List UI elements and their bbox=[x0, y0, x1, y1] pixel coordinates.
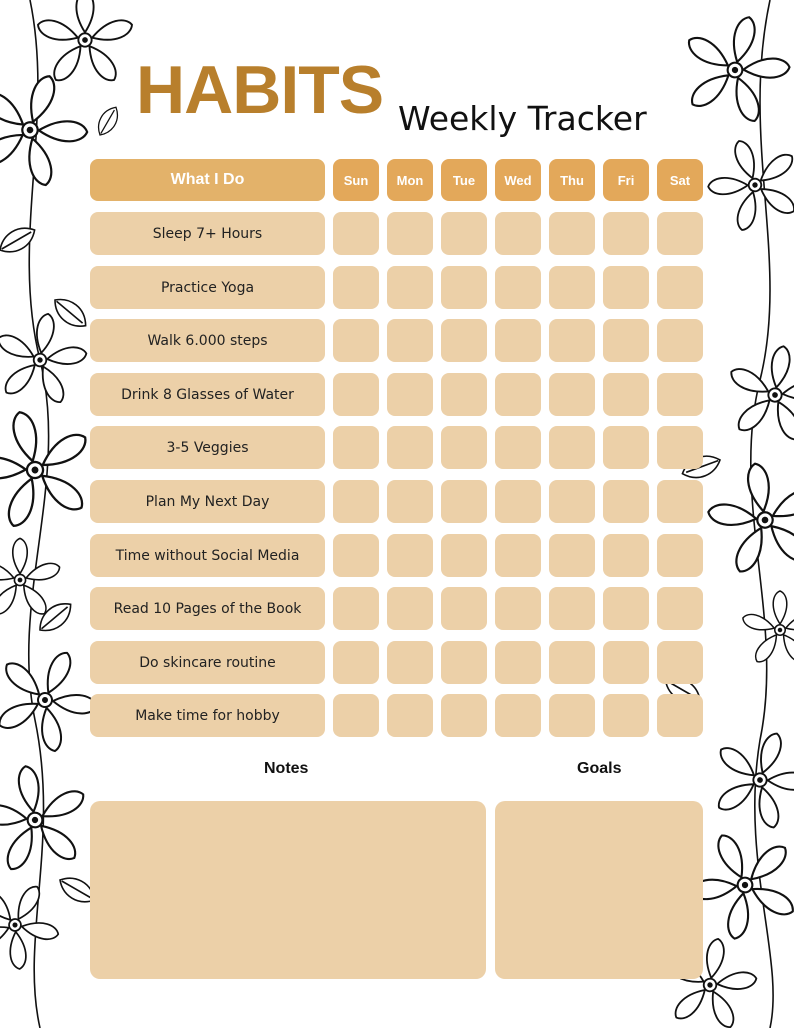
check-cell-sun[interactable] bbox=[333, 373, 379, 416]
check-cell-sun[interactable] bbox=[333, 266, 379, 309]
check-cell-sun[interactable] bbox=[333, 694, 379, 737]
check-cell-sun[interactable] bbox=[333, 641, 379, 684]
check-cell-wed[interactable] bbox=[495, 426, 541, 469]
check-cell-sat[interactable] bbox=[657, 426, 703, 469]
check-cell-sun[interactable] bbox=[333, 534, 379, 577]
goals-area[interactable] bbox=[495, 801, 703, 979]
check-cell-sat[interactable] bbox=[657, 212, 703, 255]
check-cell-thu[interactable] bbox=[549, 319, 595, 362]
day-header-mon: Mon bbox=[387, 159, 433, 201]
notes-area[interactable] bbox=[90, 801, 486, 979]
check-cell-fri[interactable] bbox=[603, 694, 649, 737]
goals-label: Goals bbox=[577, 760, 622, 777]
check-cell-sat[interactable] bbox=[657, 319, 703, 362]
check-cell-wed[interactable] bbox=[495, 480, 541, 523]
check-cell-mon[interactable] bbox=[387, 534, 433, 577]
check-cell-tue[interactable] bbox=[441, 266, 487, 309]
habit-label: Sleep 7+ Hours bbox=[90, 212, 325, 255]
check-cell-sat[interactable] bbox=[657, 534, 703, 577]
day-header-sun: Sun bbox=[333, 159, 379, 201]
habit-label: Make time for hobby bbox=[90, 694, 325, 737]
check-cell-sat[interactable] bbox=[657, 587, 703, 630]
check-cell-sat[interactable] bbox=[657, 694, 703, 737]
habit-label: Do skincare routine bbox=[90, 641, 325, 684]
day-header-tue: Tue bbox=[441, 159, 487, 201]
check-cell-tue[interactable] bbox=[441, 480, 487, 523]
check-cell-fri[interactable] bbox=[603, 534, 649, 577]
check-cell-sun[interactable] bbox=[333, 212, 379, 255]
day-header-thu: Thu bbox=[549, 159, 595, 201]
check-cell-sat[interactable] bbox=[657, 266, 703, 309]
check-cell-thu[interactable] bbox=[549, 694, 595, 737]
notes-label: Notes bbox=[264, 760, 309, 777]
check-cell-fri[interactable] bbox=[603, 373, 649, 416]
check-cell-tue[interactable] bbox=[441, 373, 487, 416]
check-cell-tue[interactable] bbox=[441, 641, 487, 684]
check-cell-thu[interactable] bbox=[549, 641, 595, 684]
check-cell-wed[interactable] bbox=[495, 587, 541, 630]
check-cell-fri[interactable] bbox=[603, 641, 649, 684]
check-cell-thu[interactable] bbox=[549, 266, 595, 309]
check-cell-sat[interactable] bbox=[657, 373, 703, 416]
habit-label: Drink 8 Glasses of Water bbox=[90, 373, 325, 416]
check-cell-fri[interactable] bbox=[603, 587, 649, 630]
check-cell-tue[interactable] bbox=[441, 694, 487, 737]
check-cell-wed[interactable] bbox=[495, 212, 541, 255]
check-cell-thu[interactable] bbox=[549, 534, 595, 577]
check-cell-thu[interactable] bbox=[549, 212, 595, 255]
check-cell-sat[interactable] bbox=[657, 641, 703, 684]
check-cell-wed[interactable] bbox=[495, 266, 541, 309]
check-cell-tue[interactable] bbox=[441, 587, 487, 630]
check-cell-sun[interactable] bbox=[333, 587, 379, 630]
check-cell-fri[interactable] bbox=[603, 426, 649, 469]
what-i-do-header: What I Do bbox=[90, 159, 325, 201]
check-cell-thu[interactable] bbox=[549, 480, 595, 523]
check-cell-fri[interactable] bbox=[603, 319, 649, 362]
day-header-sat: Sat bbox=[657, 159, 703, 201]
check-cell-wed[interactable] bbox=[495, 534, 541, 577]
check-cell-mon[interactable] bbox=[387, 426, 433, 469]
habit-label: Read 10 Pages of the Book bbox=[90, 587, 325, 630]
page-title: HABITS bbox=[136, 52, 384, 128]
check-cell-sun[interactable] bbox=[333, 319, 379, 362]
check-cell-wed[interactable] bbox=[495, 641, 541, 684]
check-cell-fri[interactable] bbox=[603, 212, 649, 255]
page-subtitle: Weekly Tracker bbox=[398, 99, 647, 138]
check-cell-mon[interactable] bbox=[387, 373, 433, 416]
day-header-fri: Fri bbox=[603, 159, 649, 201]
check-cell-mon[interactable] bbox=[387, 480, 433, 523]
check-cell-fri[interactable] bbox=[603, 266, 649, 309]
check-cell-thu[interactable] bbox=[549, 373, 595, 416]
day-header-wed: Wed bbox=[495, 159, 541, 201]
check-cell-thu[interactable] bbox=[549, 587, 595, 630]
check-cell-tue[interactable] bbox=[441, 319, 487, 362]
check-cell-mon[interactable] bbox=[387, 266, 433, 309]
check-cell-mon[interactable] bbox=[387, 694, 433, 737]
check-cell-mon[interactable] bbox=[387, 212, 433, 255]
check-cell-sat[interactable] bbox=[657, 480, 703, 523]
check-cell-mon[interactable] bbox=[387, 587, 433, 630]
check-cell-tue[interactable] bbox=[441, 534, 487, 577]
habit-label: Time without Social Media bbox=[90, 534, 325, 577]
check-cell-wed[interactable] bbox=[495, 319, 541, 362]
check-cell-sun[interactable] bbox=[333, 426, 379, 469]
check-cell-tue[interactable] bbox=[441, 212, 487, 255]
check-cell-mon[interactable] bbox=[387, 641, 433, 684]
habit-label: 3-5 Veggies bbox=[90, 426, 325, 469]
check-cell-wed[interactable] bbox=[495, 373, 541, 416]
check-cell-mon[interactable] bbox=[387, 319, 433, 362]
check-cell-fri[interactable] bbox=[603, 480, 649, 523]
check-cell-tue[interactable] bbox=[441, 426, 487, 469]
check-cell-thu[interactable] bbox=[549, 426, 595, 469]
habit-label: Plan My Next Day bbox=[90, 480, 325, 523]
habit-label: Practice Yoga bbox=[90, 266, 325, 309]
check-cell-wed[interactable] bbox=[495, 694, 541, 737]
habit-label: Walk 6.000 steps bbox=[90, 319, 325, 362]
check-cell-sun[interactable] bbox=[333, 480, 379, 523]
